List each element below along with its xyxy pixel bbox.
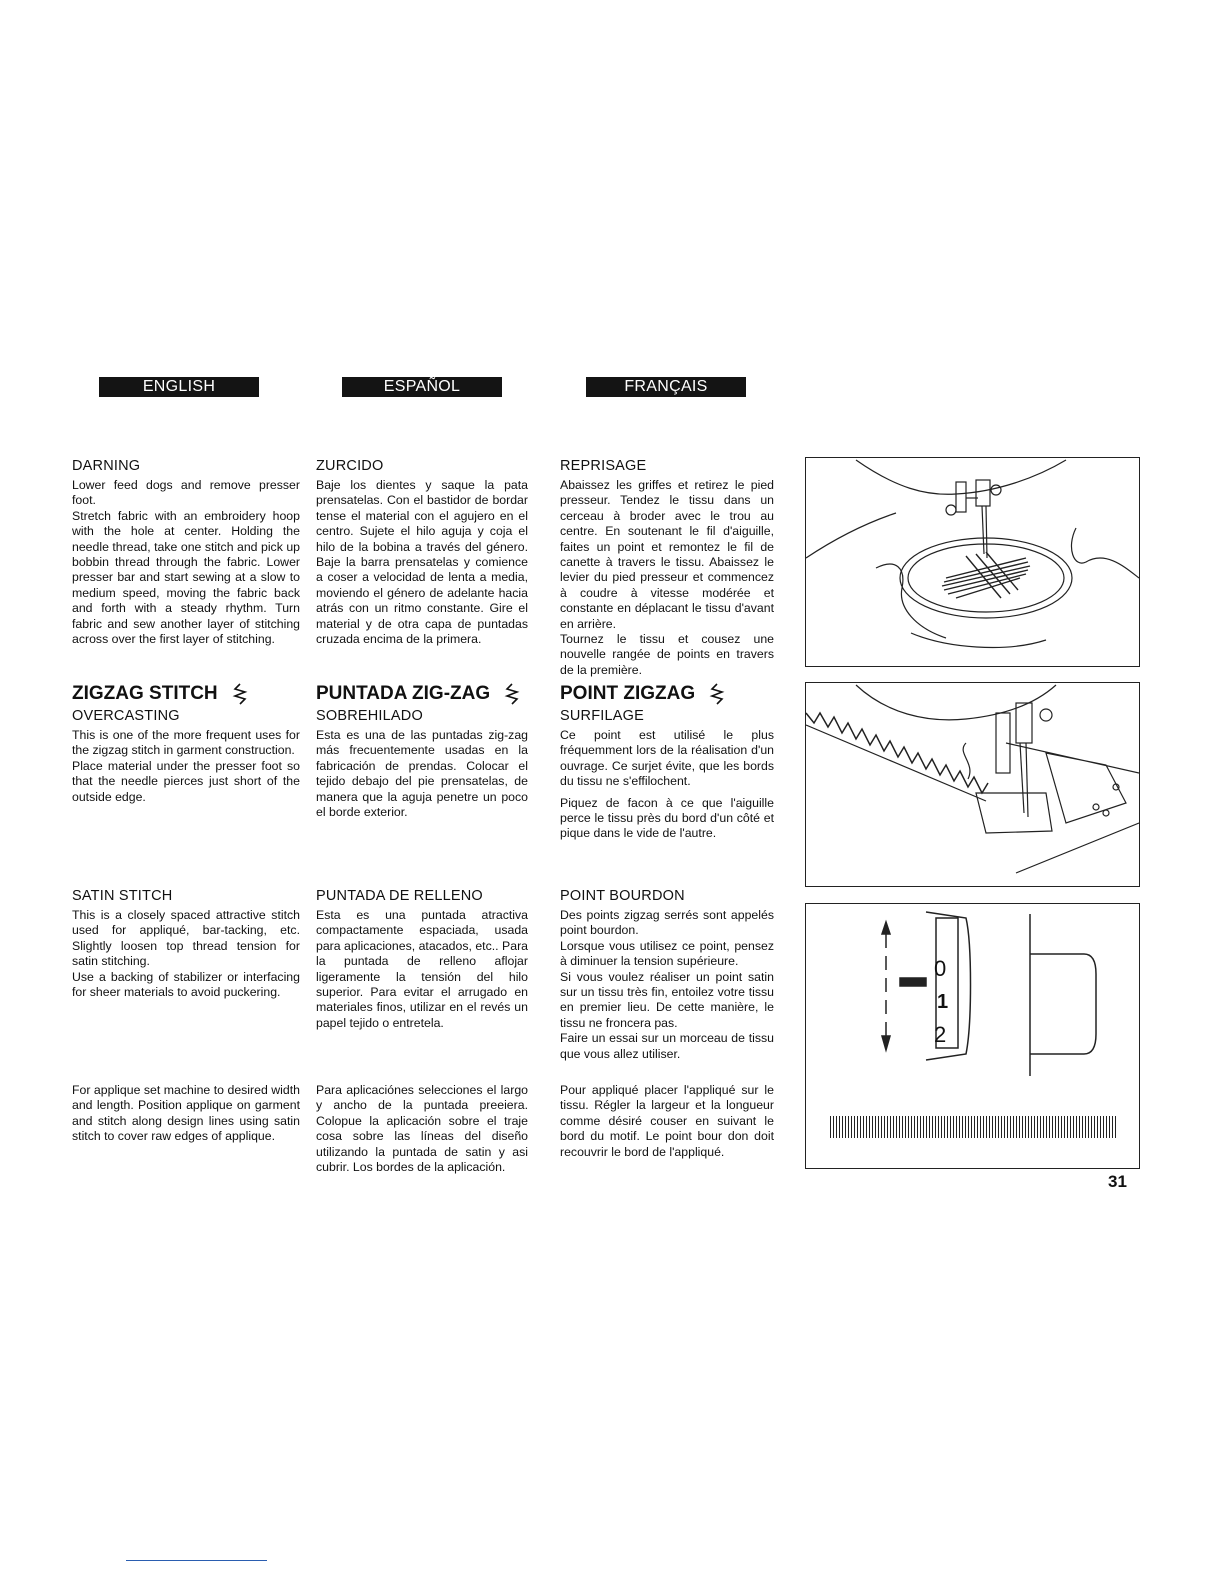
espanol-satin-section: [316, 888, 528, 1031]
english-overcasting-text-2: Place material under the presser foot so that the needle pierces just short of the outside edge.: [72, 758, 300, 804]
english-applique-section: [72, 1083, 300, 1145]
dial-mark-0: 0: [934, 956, 947, 981]
tab-english: ENGLISH: [99, 377, 259, 397]
espanol-overcasting-title: SOBREHILADO: [316, 708, 423, 724]
english-darning-text-1: Lower feed dogs and remove presser foot.: [72, 478, 300, 508]
espanol-zigzag-heading-text: PUNTADA ZIG-ZAG: [316, 683, 491, 704]
english-satin-text-2: Use a backing of stabilizer or interfacing for sheer materials to avoid puckering.: [72, 969, 300, 1000]
espanol-zigzag-section: [316, 682, 528, 820]
francais-darning-text-2: Tournez le tissu et cousez une nouvelle rangée de points en travers de la première.: [560, 632, 774, 677]
francais-satin-section: [560, 888, 774, 1062]
dial-mark-2: 2: [934, 1022, 947, 1047]
francais-darning-text-1: Abaissez les griffes et retirez le pied presseur. Tendez le tissu dans un cerceau à broder avec le trou au centre. En soutenant le fil d'aiguille, faites un point et remontez le fil de canette à travers le tissu. Abaissez le levier du pied presseur et commencez à coudre à vitesse modérée et constante en déplacant le tissu d'avant en arrière.: [560, 478, 774, 631]
english-satin-text-1: This is a closely spaced attractive stitch used for appliqué, bar-tacking, etc. Slightly loosen top thread tension for satin stitching.: [72, 908, 300, 969]
espanol-darning-title: ZURCIDO: [316, 458, 384, 474]
francais-satin-title: POINT BOURDON: [560, 888, 685, 904]
english-zigzag-heading: [72, 682, 300, 706]
espanol-darning-text: Baje los dientes y saque la pata prensatelas. Con el bastidor de bordar tense el material con el agujero en el centro. Sujete el hilo aguja y coja el hilo de la bobina a través del género. Baje la barra prensatelas y comience a coser a velocidad de lenta a media, moviendo el género de adelante hacia atrás con un ritmo constante. Gire el material y de otra capa de puntadas cruzada encima de la primera.: [316, 478, 528, 647]
english-satin-section: [72, 888, 300, 1000]
english-zigzag-section: [72, 682, 300, 805]
espanol-overcasting-text: Esta es una de las puntadas zig-zag más frecuentemente usadas en la fabricación de prendas. Colocar el tejido debajo del pie prensatelas, de manera que la aguja penetre un poco el borde exterior.: [316, 728, 528, 820]
satin-stitch-sample: [830, 1116, 1116, 1138]
english-darning-title: DARNING: [72, 458, 141, 474]
francais-satin-text-3: Si vous voulez réaliser un point satin sur un tissu très fin, entoilez votre tissu en premier lieu. De cette manière, le tissu ne froncera pas.: [560, 969, 774, 1030]
tab-francais: FRANÇAIS: [586, 377, 746, 397]
overcasting-illustration: [805, 682, 1140, 887]
overcasting-drawing: [806, 683, 1139, 886]
francais-satin-text-1: Des points zigzag serrés sont appelés point bourdon.: [560, 908, 774, 938]
espanol-satin-title: PUNTADA DE RELLENO: [316, 888, 483, 904]
espanol-satin-text: Esta es una puntada atractiva compactamente espaciada, usada para aplicaciones, atacados, etc.. Para la puntada de relleno aflojar ligeramente la tensión del hilo superior. Para evitar el arrugado en materiales finos, utilizar en el revés un papel tejido o entretela.: [316, 908, 528, 1030]
english-satin-title: SATIN STITCH: [72, 888, 173, 904]
satin-stitch-dial-illustration: [805, 903, 1140, 1169]
francais-zigzag-heading: [560, 682, 774, 706]
espanol-zigzag-heading: [316, 682, 528, 706]
francais-applique-text: Pour appliqué placer l'appliqué sur le tissu. Régler la largeur et la longueur comme désiré couser en suivant le bord du motif. Le point bour don doit recouvrir le bord de l'appliqué.: [560, 1083, 774, 1159]
francais-darning-title: REPRISAGE: [560, 458, 647, 474]
footer-line: [126, 1560, 267, 1561]
francais-satin-text-4: Faire un essai sur un morceau de tissu que vous allez utiliser.: [560, 1031, 774, 1061]
francais-overcasting-text-2: Piquez de facon à ce que l'aiguille perce le tissu près du bord d'un côté et pique dans le vide de l'autre.: [560, 795, 774, 841]
francais-zigzag-section: [560, 682, 774, 842]
francais-applique-section: [560, 1083, 774, 1160]
page-number: 31: [1108, 1172, 1127, 1191]
english-darning-text-2: Stretch fabric with an embroidery hoop with the hole at center. Holding the needle thread, take one stitch and pick up bobbin thread through the fabric. Lower presser bar and start sewing at a slow to medium speed, moving the fabric back and forth with a steady rhythm. Turn fabric and sew another layer of stitching across over the first layer of stitching.: [72, 508, 300, 647]
francais-zigzag-heading-text: POINT ZIGZAG: [560, 683, 696, 704]
english-zigzag-heading-text: ZIGZAG STITCH: [72, 683, 218, 704]
espanol-applique-text: Para aplicaciónes selecciones el largo y ancho de la puntada preeiera. Colopue la aplicación sobre el traje cosa sobre las líneas del diseño utilizando la puntada de satin y asi cubrir. Los bordes de la aplicación.: [316, 1083, 528, 1175]
espanol-darning-section: [316, 458, 528, 647]
francais-overcasting-text-1: Ce point est utilisé le plus fréquemment lors de la réalisation d'un ouvrage. Ce surjet évite, que les bords du tissu ne s'effilochent.: [560, 728, 774, 789]
francais-overcasting-title: SURFILAGE: [560, 708, 644, 724]
francais-satin-text-2: Lorsque vous utilisez ce point, pensez à diminuer la tension supérieure.: [560, 938, 774, 969]
espanol-applique-section: [316, 1083, 528, 1175]
zigzag-stitch-icon: [709, 683, 725, 705]
francais-darning-section: [560, 458, 774, 678]
english-overcasting-text-1: This is one of the more frequent uses for the zigzag stitch in garment construction.: [72, 728, 300, 758]
tab-espanol: ESPAÑOL: [342, 377, 502, 397]
english-applique-text: For applique set machine to desired width and length. Position applique on garment and stitch along design lines using satin stitch to cover raw edges of applique.: [72, 1083, 300, 1144]
dial-mark-1: 1: [937, 991, 949, 1013]
english-darning-section: [72, 458, 300, 647]
english-overcasting-title: OVERCASTING: [72, 708, 180, 724]
darning-hoop-illustration: [805, 457, 1140, 667]
zigzag-stitch-icon: [504, 683, 520, 705]
zigzag-stitch-icon: [232, 683, 248, 705]
darning-hoop-drawing: [806, 458, 1139, 666]
